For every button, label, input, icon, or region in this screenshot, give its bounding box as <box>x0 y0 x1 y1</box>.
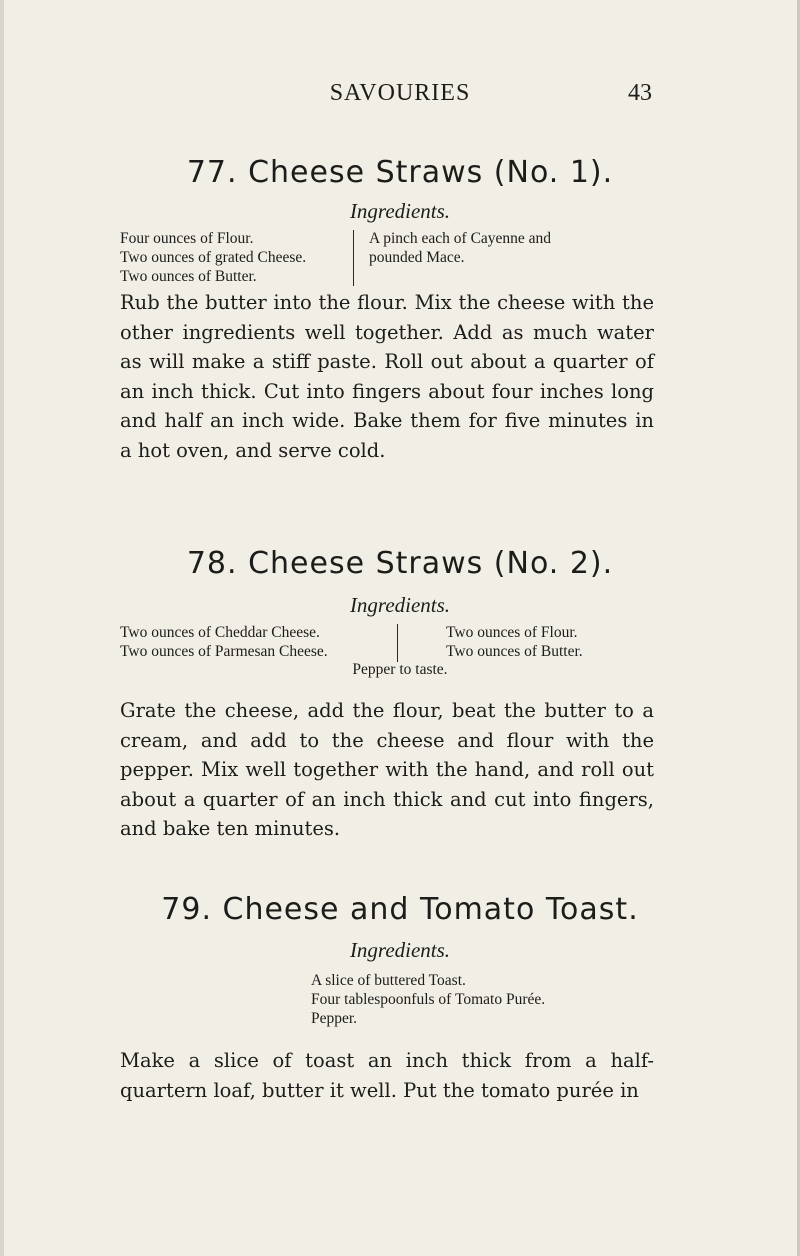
recipe-method: Grate the cheese, add the flour, beat the butter to a cream, and add to the cheese and flour with the pepper. Mix well together with the hand, and roll out about a quarter of an inch thick and cut into fingers, and bake ten minutes. <box>120 699 654 840</box>
ingredient-item: Two ounces of Butter. <box>446 643 583 660</box>
recipe-method: Make a slice of toast an inch thick from a half-quartern loaf, butter it well. Put the tomato purée in <box>120 1049 654 1102</box>
ingredient-item: Pepper. <box>311 1010 358 1027</box>
recipe-title: 78. Cheese Straws (No. 2). <box>186 546 614 581</box>
recipe-title: 79. Cheese and Tomato Toast. <box>161 892 639 927</box>
ingredients-list-left <box>120 229 306 286</box>
page-header <box>0 80 800 112</box>
page-number: 43 <box>628 80 652 106</box>
ingredients-list-right <box>369 229 551 267</box>
ingredient-footer: Pepper to taste. <box>352 661 448 678</box>
column-divider <box>353 230 354 286</box>
ingredients-list-right <box>446 623 583 661</box>
ingredient-item: Two ounces of Butter. <box>120 268 257 285</box>
recipe-title: 77. Cheese Straws (No. 1). <box>186 155 614 190</box>
column-divider <box>397 624 398 662</box>
ingredient-item: Two ounces of Cheddar Cheese. <box>120 624 320 641</box>
ingredient-item: Two ounces of Parmesan Cheese. <box>120 643 328 660</box>
ingredients-heading: Ingredients. <box>349 199 451 223</box>
ingredients-heading: Ingredients. <box>349 938 451 962</box>
ingredient-item: Two ounces of Flour. <box>446 624 578 641</box>
ingredients-list <box>311 971 545 1028</box>
ingredient-item: Two ounces of grated Cheese. <box>120 249 307 266</box>
ingredient-item: A pinch each of Cayenne and <box>369 230 552 247</box>
ingredient-item: Four tablespoonfuls of Tomato Purée. <box>311 991 546 1008</box>
recipe-method: Rub the butter into the flour. Mix the cheese with the other ingredients well together. Add as much water as will make a stiff paste. Roll out about a quarter of an inch thick. Cut into fingers about four inches long and half an inch wide. Bake them for five minutes in a hot oven, and serve cold. <box>120 291 654 462</box>
ingredient-item: pounded Mace. <box>369 249 465 266</box>
ingredient-item: Four ounces of Flour. <box>120 230 254 247</box>
running-head: SAVOURIES <box>329 80 471 106</box>
ingredients-heading: Ingredients. <box>349 593 451 617</box>
ingredient-item: A slice of buttered Toast. <box>311 972 466 989</box>
ingredients-list-left <box>120 623 328 661</box>
